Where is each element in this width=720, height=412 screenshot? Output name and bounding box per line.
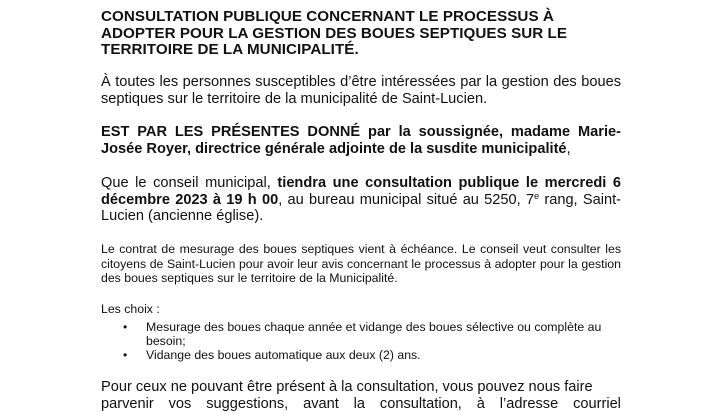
closing-word: courriel bbox=[573, 396, 621, 412]
closing-word: la bbox=[354, 396, 365, 412]
closing-word: avant bbox=[303, 396, 339, 412]
meeting-paragraph bbox=[101, 175, 621, 225]
contract-paragraph bbox=[101, 242, 621, 286]
closing-word: parvenir bbox=[101, 396, 154, 412]
meeting-date-time: tiendra une consultation publique le mercredi 6 décembre 2023 à 19 h 00 bbox=[101, 175, 621, 208]
intro-text: À toutes les personnes susceptibles d’être intéressées par la gestion des boues septiques sur le territoire de la municipalité de Saint-Lucien. bbox=[101, 74, 621, 107]
choice-item bbox=[101, 348, 621, 362]
notice-title: CONSULTATION PUBLIQUE CONCERNANT LE PROCESSUS À ADOPTER POUR LA GESTION DES BOUES SEPTIQUES SUR LE TERRITOIRE DE LA MUNICIPALITÉ. bbox=[101, 9, 621, 59]
meeting-location: , au bureau municipal situé au 5250, 7 bbox=[278, 192, 534, 208]
choices-list bbox=[101, 320, 621, 363]
choice-text: Vidange des boues automatique aux deux (2) ans. bbox=[146, 348, 421, 362]
closing-word: consultation, bbox=[380, 396, 462, 412]
meeting-ordinal-sup: e bbox=[534, 191, 539, 201]
closing-line-1: Pour ceux ne pouvant être présent à la consultation, vous pouvez nous faire bbox=[101, 379, 621, 396]
closing-word: à bbox=[477, 396, 485, 412]
notice-given-signatory: par la soussignée, madame Marie-Josée Royer, directrice générale adjointe de la susdite municipalité bbox=[101, 124, 621, 157]
public-notice-document bbox=[101, 9, 621, 59]
meeting-intro: Que le conseil municipal, bbox=[101, 175, 277, 191]
intro-paragraph bbox=[101, 74, 621, 107]
notice-given-text bbox=[101, 124, 621, 157]
meeting-location-end: rang, Saint-Lucien (ancienne église). bbox=[101, 192, 621, 225]
meeting-text bbox=[101, 175, 621, 225]
closing-word: l’adresse bbox=[500, 396, 558, 412]
notice-given-end: , bbox=[567, 141, 571, 157]
notice-given-lead: EST PAR LES PRÉSENTES DONNÉ bbox=[101, 124, 360, 140]
bullet-icon: • bbox=[123, 348, 127, 362]
choice-text: Mesurage des boues chaque année et vidange des boues sélective ou complète au besoin; bbox=[146, 320, 601, 348]
choice-item bbox=[101, 320, 621, 349]
choices-section bbox=[101, 302, 621, 362]
notice-given-paragraph bbox=[101, 124, 621, 157]
bullet-icon: • bbox=[123, 320, 127, 334]
closing-word: vos bbox=[169, 396, 192, 412]
closing-paragraph bbox=[101, 379, 621, 412]
closing-word: suggestions, bbox=[206, 396, 288, 412]
contract-text: Le contrat de mesurage des boues septiques vient à échéance. Le conseil veut consulter les citoyens de Saint-Lucien pour avoir leur avis concernant le processus à adopter pour la gestion des boues septiques sur le territoire de la Municipalité. bbox=[101, 242, 621, 286]
choices-label: Les choix : bbox=[101, 302, 621, 317]
closing-line-2 bbox=[101, 396, 621, 412]
